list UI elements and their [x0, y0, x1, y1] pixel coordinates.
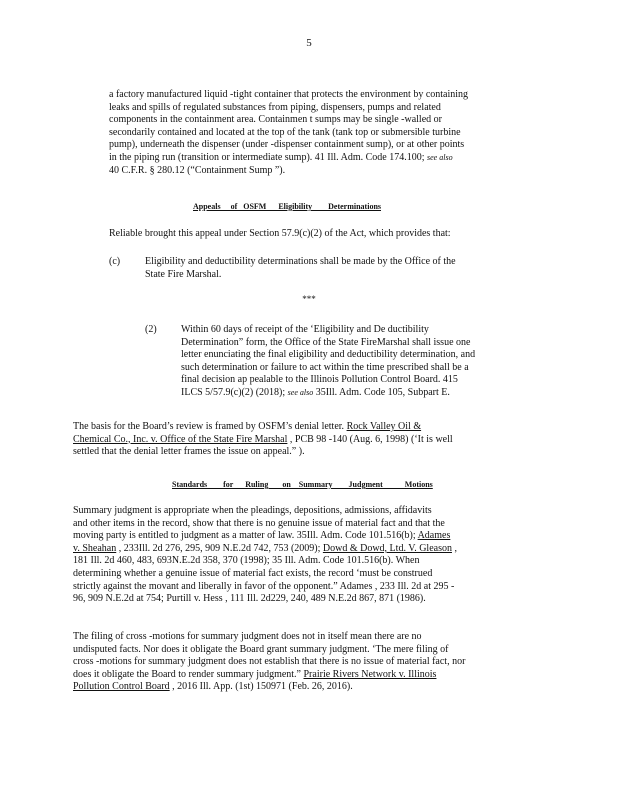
- quote-c: [145, 256, 456, 281]
- text-line: [73, 530, 457, 543]
- text-line: 96, 909 N.E.2d at 754; Purtill v. Hess , 111 Ill. 2d229, 240, 489 N.E.2d 867, 871 (1986).: [73, 593, 426, 605]
- signal-see-also: see also: [427, 152, 453, 162]
- section-heading-appeals: Appeals of OSFM Eligibility Determinations: [193, 202, 381, 211]
- text-line: 181 Ill. 2d 460, 483, 693N.E.2d 358, 370 (1998); 35 Ill. Adm. Code 101.516(b). When: [73, 555, 420, 567]
- case-citation: Prairie Rivers Network v. Illinois: [303, 668, 437, 680]
- signal-see-also: see also: [287, 387, 314, 397]
- case-citation: v. Sheahan: [73, 542, 117, 554]
- text-line: Determination” form, the Office of the State FireMarshal shall issue one: [181, 336, 471, 348]
- text-line: leaks and spills of regulated substances from piping, dispensers, pumps and related: [109, 101, 441, 113]
- text-segment: in the piping run (transition or intermediate sump). 41 Ill. Adm. Code 174.100;: [109, 151, 428, 163]
- text-line: and other items in the record, show that there is no genuine issue of material fact and that the: [73, 517, 445, 529]
- text-line: strictly against the movant and liberally in favor of the opponent.” Adames , 233 Ill. 2d at 295 -: [73, 580, 455, 592]
- text-line: such determination or failure to act within the time prescribed shall be a: [181, 361, 469, 373]
- text-line: The filing of cross -motions for summary judgment does not in itself mean there are no: [73, 631, 422, 642]
- paragraph-appeal-intro: [109, 228, 451, 241]
- text-line: [73, 681, 465, 694]
- text-line: settled that the denial letter frames the issue on appeal.” ).: [73, 446, 305, 458]
- paragraph-cross-motions: [73, 631, 465, 694]
- text-line: Summary judgment is appropriate when the pleadings, depositions, admissions, affidavits: [73, 505, 432, 516]
- text-line: secondarily contained and located at the top of the tank (tank top or submersible turbine: [109, 126, 461, 138]
- text-line: [181, 387, 475, 400]
- text-line: undisputed facts. Nor does it obligate the Board grant summary judgment. ‘The mere filing of: [73, 643, 449, 655]
- text-segment: , PCB 98 -140 (Aug. 6, 1998) (‘It is well: [287, 433, 453, 445]
- text-line: Eligibility and deductibility determinations shall be made by the Office of the: [145, 256, 456, 267]
- text-line: final decision ap pealable to the Illinois Pollution Control Board. 415: [181, 374, 458, 386]
- paragraph-containment-definition: [109, 89, 519, 177]
- text-line: 40 C.F.R. § 280.12 (“Containment Sump ”).: [109, 164, 286, 176]
- text-line: letter enunciating the final eligibility and deductibility determination, and: [181, 349, 476, 361]
- text-line: [73, 669, 465, 682]
- ellipsis-stars: ***: [302, 294, 316, 304]
- text-segment: ILCS 5/57.9(c)(2) (2018);: [181, 386, 288, 398]
- text-line: a factory manufactured liquid -tight container that protects the environment by containing: [109, 89, 469, 100]
- paragraph-summary-judgment: [73, 505, 457, 606]
- text-line: Reliable brought this appeal under Section 57.9(c)(2) of the Act, which provides that:: [109, 228, 451, 239]
- text-line: [73, 434, 453, 447]
- text-line: components in the containment area. Containmen t sumps may be single -walled or: [109, 114, 442, 126]
- quote-label-c: (c): [109, 256, 121, 267]
- quote-2: [181, 324, 475, 400]
- case-citation: Dowd & Dowd, Ltd. V. Gleason: [322, 542, 452, 554]
- page-number: 5: [306, 37, 312, 49]
- text-line: State Fire Marshal.: [145, 268, 222, 280]
- case-citation: Rock Valley Oil &: [346, 421, 422, 432]
- text-line: [109, 152, 519, 165]
- text-line: [73, 543, 457, 556]
- case-citation: Pollution Control Board: [73, 681, 170, 693]
- text-line: Within 60 days of receipt of the ‘Eligibility and De ductibility: [181, 324, 429, 335]
- paragraph-basis-of-review: [73, 421, 453, 459]
- text-segment: 35Ill. Adm. Code 105, Subpart E.: [313, 386, 450, 398]
- text-line: determining whether a genuine issue of material fact exists, the record ‘must be construed: [73, 567, 433, 579]
- quote-label-2: (2): [145, 324, 157, 335]
- text-segment: , 2016 Ill. App. (1st) 150971 (Feb. 26, 2016).: [169, 681, 353, 693]
- text-line: pump), underneath the dispenser (under -dispenser containment sump), or at other points: [109, 139, 465, 151]
- text-segment: ,: [451, 542, 457, 554]
- case-citation: Chemical Co., Inc. v. Office of the State Fire Marshal: [73, 433, 288, 445]
- text-segment: moving party is entitled to judgment as a matter of law. 35Ill. Adm. Code 101.516(b);: [73, 530, 418, 542]
- text-segment: does it obligate the Board to render summary judgment.”: [73, 668, 304, 680]
- text-segment: , 233Ill. 2d 276, 295, 909 N.E.2d 742, 753 (2009);: [116, 542, 323, 554]
- text-line: cross -motions for summary judgment does not establish that there is no issue of material fact, nor: [73, 656, 466, 668]
- text-segment: The basis for the Board’s review is framed by OSFM’s denial letter.: [73, 421, 347, 432]
- section-heading-standards: Standards for Ruling on Summary Judgment Motions: [172, 480, 433, 489]
- text-line: [73, 421, 453, 434]
- case-citation: Adames: [417, 530, 451, 542]
